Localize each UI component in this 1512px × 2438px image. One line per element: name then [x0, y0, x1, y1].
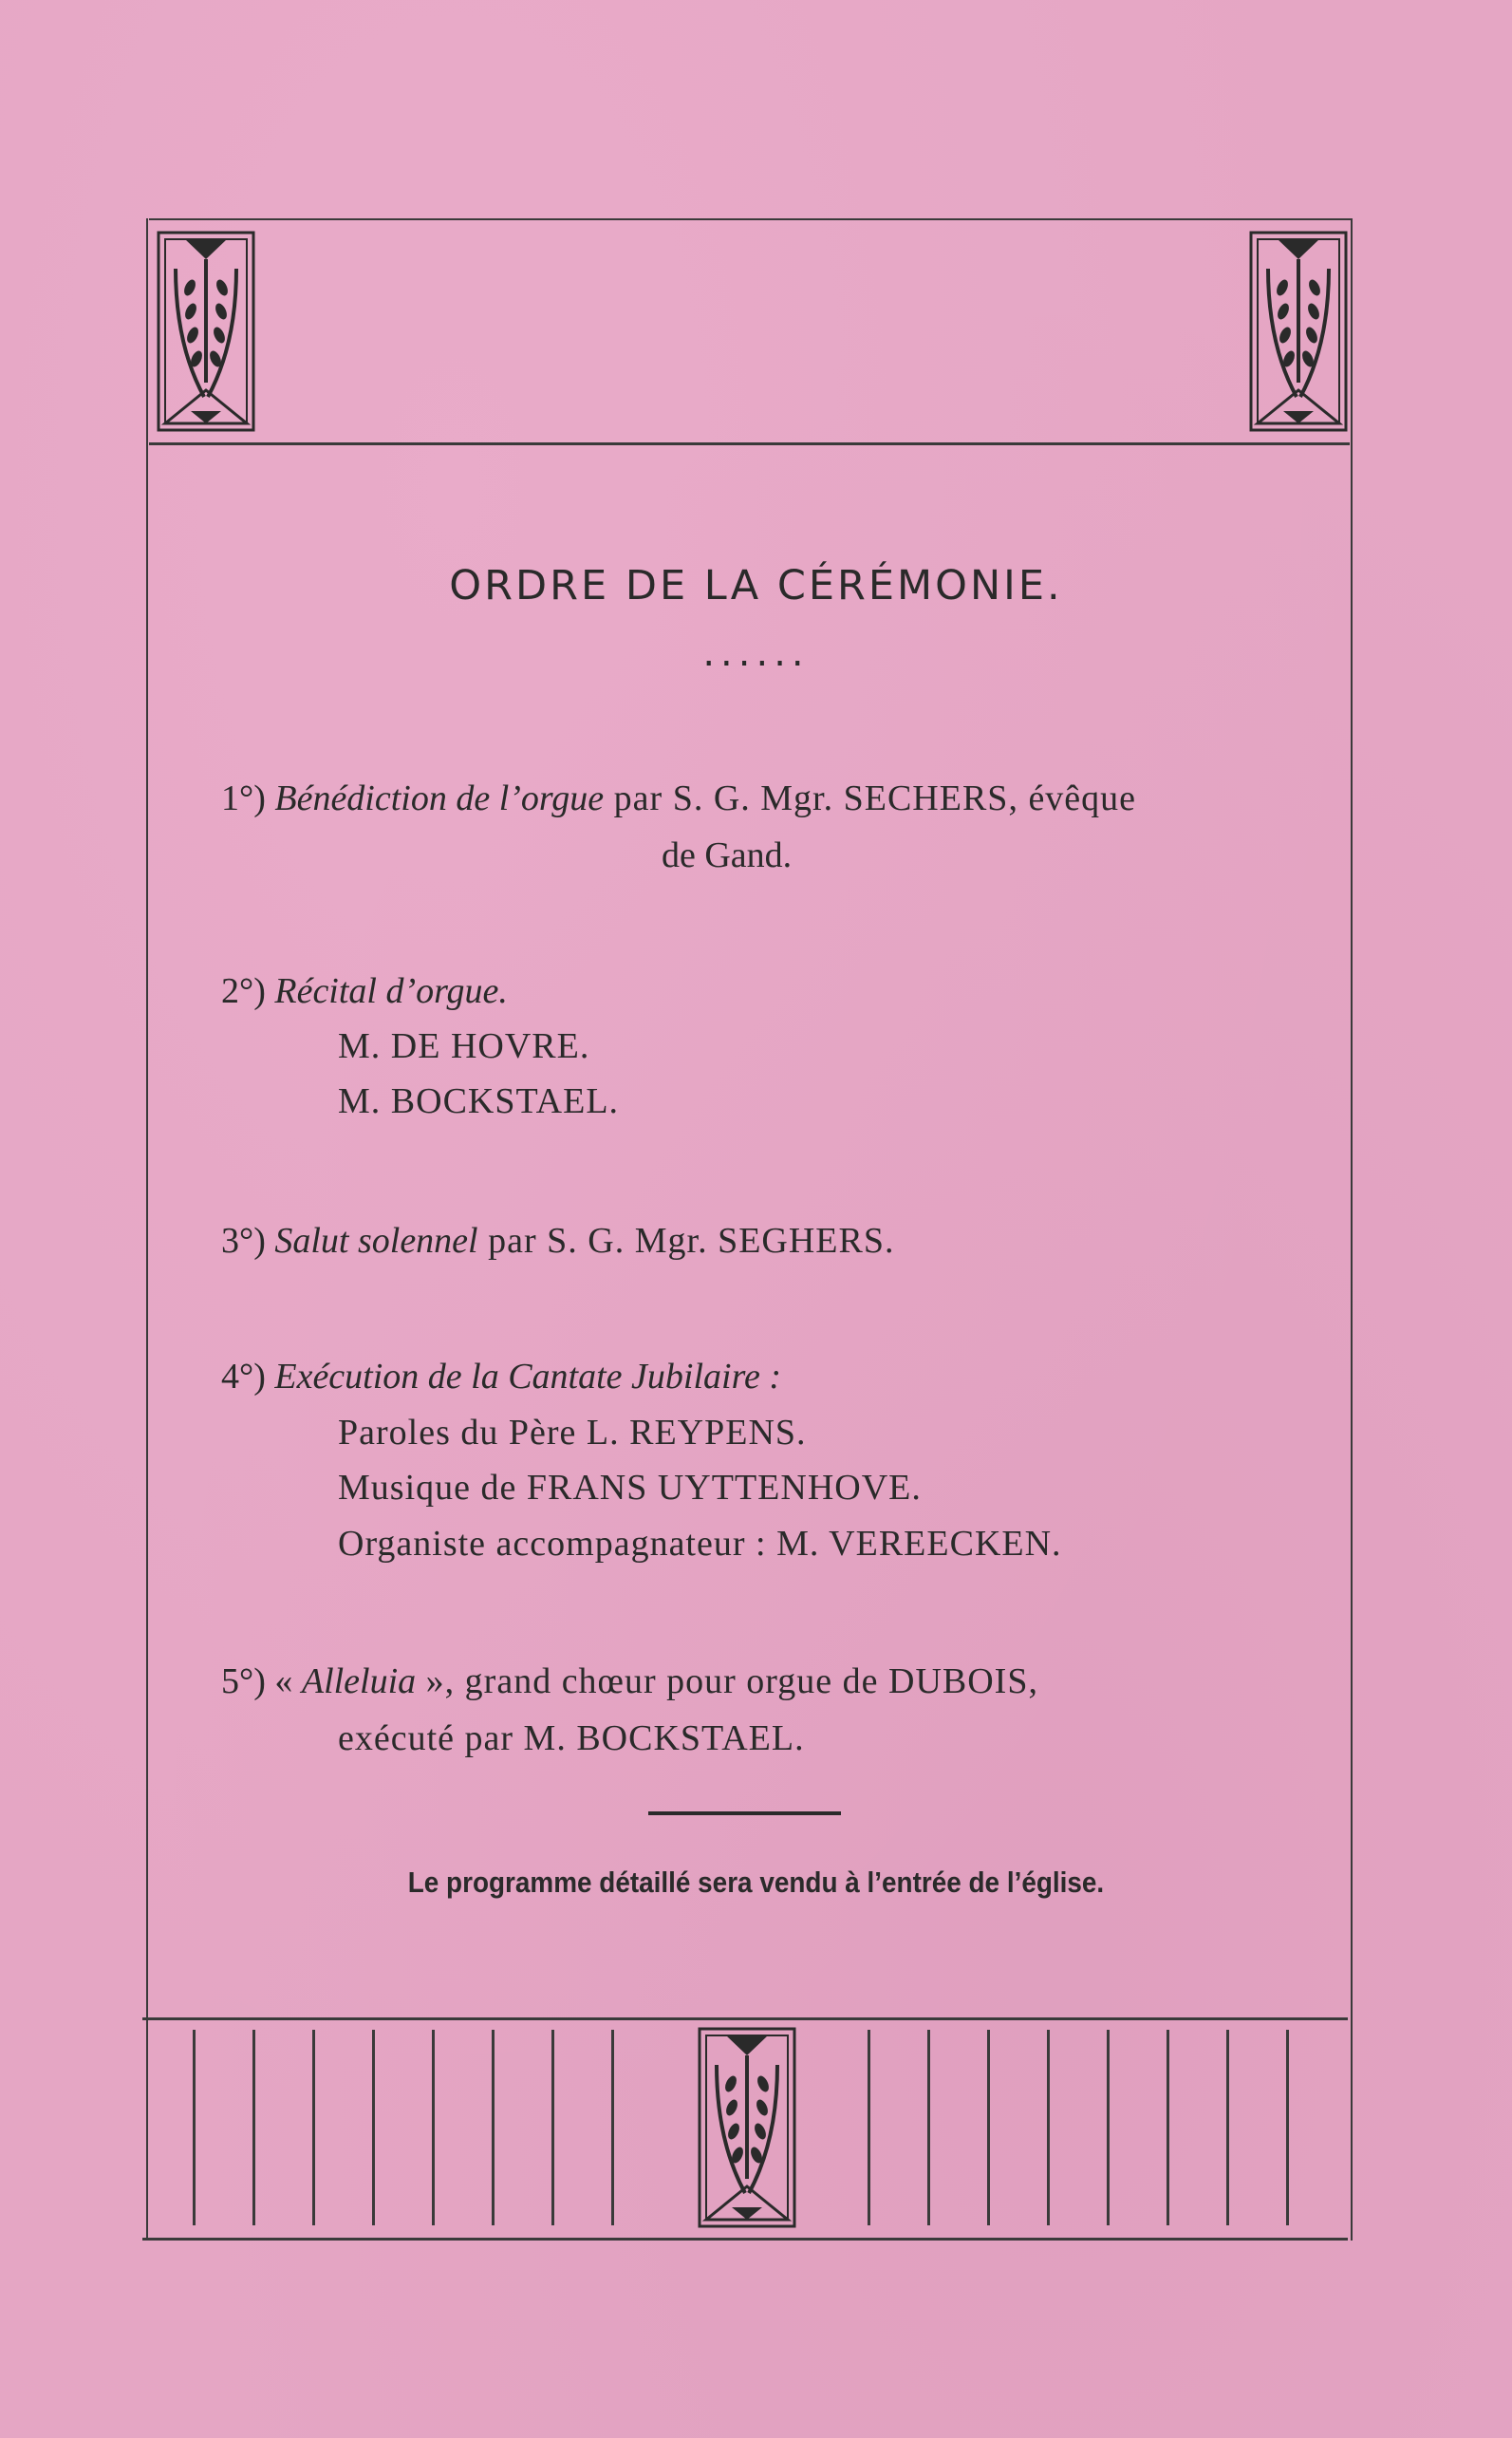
item-text: par S. G. Mgr. SECHERS, évêque: [604, 778, 1137, 818]
item-title: Salut solennel: [274, 1221, 478, 1261]
band-bar: [432, 2030, 435, 2225]
band-bar: [1226, 2030, 1229, 2225]
band-bar: [492, 2030, 495, 2225]
item-number: 5°): [221, 1661, 266, 1701]
item-prefix: «: [274, 1661, 302, 1701]
title-separator: ......: [702, 631, 810, 675]
item-number: 3°): [221, 1221, 266, 1261]
frame-header-line: [149, 442, 1350, 445]
band-bar: [1047, 2030, 1050, 2225]
ornament-bottom-center: [698, 2027, 796, 2228]
band-bar: [312, 2030, 315, 2225]
performer-line: M. BOCKSTAEL.: [338, 1081, 620, 1121]
item-number: 1°): [221, 778, 266, 818]
frame-bottom-line: [142, 2238, 1348, 2241]
band-bar: [1286, 2030, 1289, 2225]
item-title: Alleluia: [301, 1661, 417, 1701]
band-bar: [987, 2030, 990, 2225]
item-text: », grand chœur pour orgue de DUBOIS,: [416, 1661, 1038, 1701]
cantata-detail-line: Organiste accompagnateur : M. VEREECKEN.: [338, 1524, 1062, 1564]
performer-line: M. DE HOVRE.: [338, 1026, 590, 1066]
frame-top-line: [149, 218, 1353, 220]
footer-note: Le programme détaillé sera vendu à l’entrée de l’église.: [407, 1866, 1105, 1899]
cantata-detail-line: Paroles du Père L. REYPENS.: [338, 1413, 807, 1453]
item-number: 2°): [221, 971, 266, 1011]
page-title: ORDRE DE LA CÉRÉMONIE.: [449, 562, 1063, 610]
program-item-5-continuation: exécuté par M. BOCKSTAEL.: [338, 1718, 805, 1758]
item-text: par S. G. Mgr. SEGHERS.: [477, 1221, 895, 1261]
program-item-2: [221, 973, 508, 1009]
program-item-5: [221, 1663, 1038, 1699]
band-bar: [372, 2030, 375, 2225]
band-bar: [252, 2030, 255, 2225]
cantata-detail-line: Musique de FRANS UYTTENHOVE.: [338, 1468, 922, 1508]
band-bar: [551, 2030, 554, 2225]
band-bar: [1167, 2030, 1169, 2225]
ornament-top-left: [157, 231, 255, 432]
band-bar: [927, 2030, 930, 2225]
program-item-1: [221, 780, 1136, 816]
item-number: 4°): [221, 1357, 266, 1397]
band-bar: [1107, 2030, 1110, 2225]
band-bar: [868, 2030, 870, 2225]
item-title: Exécution de la Cantate Jubilaire :: [274, 1357, 781, 1397]
band-bar: [193, 2030, 196, 2225]
footer-rule: [648, 1811, 841, 1815]
frame-right-line: [1351, 218, 1353, 2241]
program-item-1-continuation: de Gand.: [662, 835, 793, 875]
frame-left-line: [146, 218, 148, 2241]
item-title: Bénédiction de l’orgue: [274, 778, 605, 818]
item-title: Récital d’orgue.: [274, 971, 508, 1011]
ornament-top-right: [1249, 231, 1348, 432]
program-item-4: [221, 1359, 781, 1395]
program-item-3: [221, 1223, 895, 1259]
band-bar: [611, 2030, 614, 2225]
frame-bottom-band-top: [142, 2017, 1348, 2020]
